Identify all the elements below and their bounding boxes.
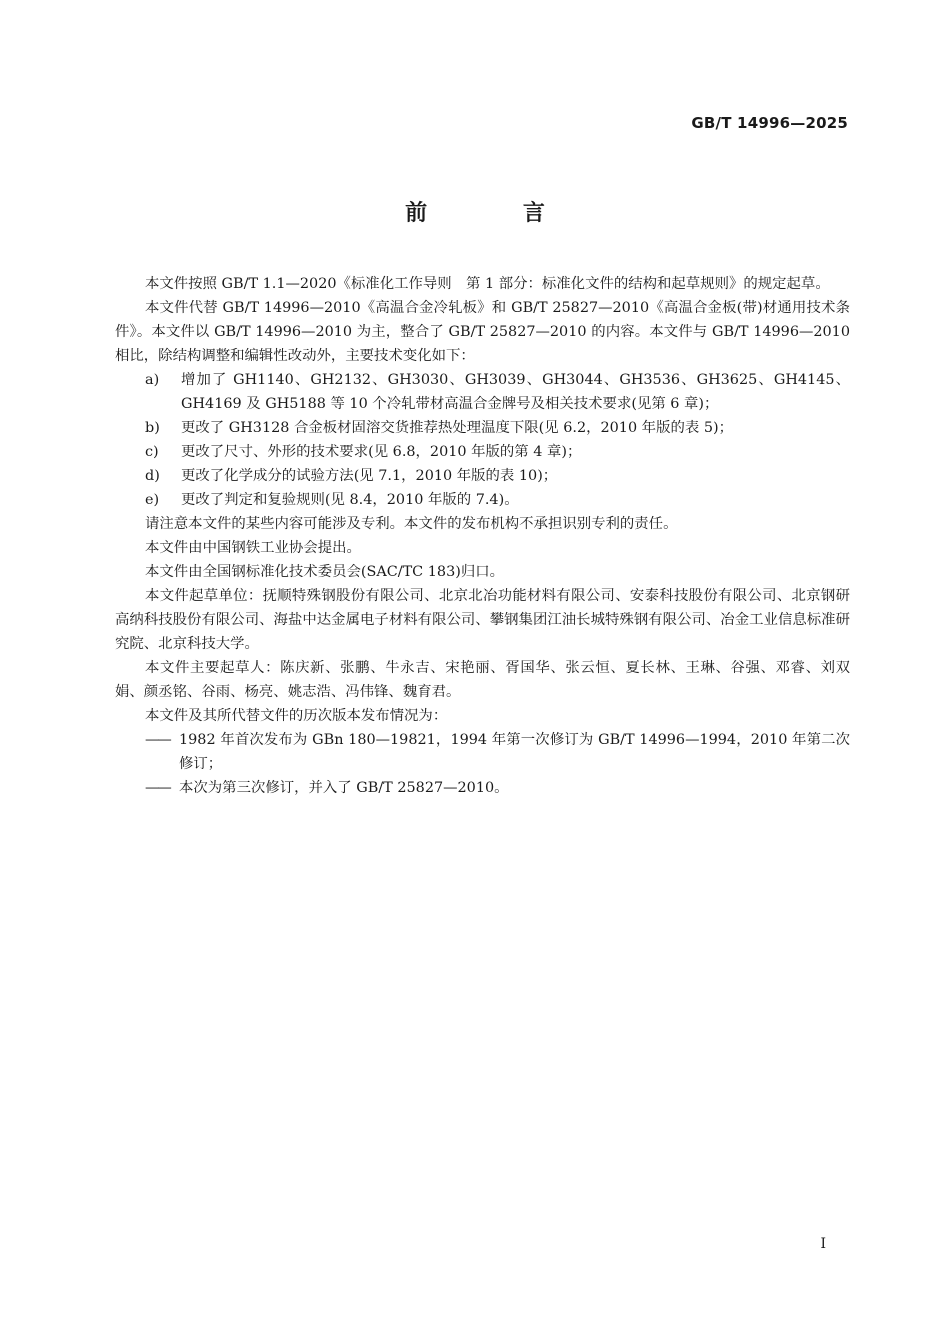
paragraph-proposer: 本文件由中国钢铁工业协会提出。 xyxy=(145,540,361,556)
list-item-text: 更改了化学成分的试验方法(见 7.1，2010 年版的表 10)； xyxy=(181,468,558,484)
list-marker: a) xyxy=(145,372,160,388)
list-marker: c) xyxy=(145,444,159,460)
foreword-body xyxy=(115,272,850,800)
paragraph-drafting-rules: 本文件按照 GB/T 1.1—2020《标准化工作导则 第 1 部分：标准化文件的结构和起草规则》的规定起草。 xyxy=(145,276,830,292)
list-item-text: 增加了 GH1140、GH2132、GH3030、GH3039、GH3044、GH3536、GH3625、GH4145、GH4169 及 GH5188 等 10 个冷轧带材高温合金牌号及相关技术要求(见第 6 章)； xyxy=(181,372,850,412)
history-item-text: 本次为第三次修订，并入了 GB/T 25827—2010。 xyxy=(179,780,509,796)
list-marker: e) xyxy=(145,492,160,508)
list-marker: b) xyxy=(145,420,160,436)
page-number: I xyxy=(820,1236,826,1252)
list-item-text: 更改了 GH3128 合金板材固溶交货推荐热处理温度下限(见 6.2，2010 年版的表 5)； xyxy=(181,420,733,436)
dash-marker: —— xyxy=(145,732,170,748)
standard-code: GB/T 14996—2025 xyxy=(691,114,848,132)
list-item xyxy=(115,440,850,464)
list-item xyxy=(115,488,850,512)
list-item xyxy=(115,464,850,488)
history-item-text: 1982 年首次发布为 GBn 180—19821，1994 年第一次修订为 GB/T 14996—1994，2010 年第二次修订； xyxy=(179,732,850,772)
paragraph-drafting-units: 本文件起草单位：抚顺特殊钢股份有限公司、北京北冶功能材料有限公司、安泰科技股份有限公司、北京钢研高纳科技股份有限公司、海盐中达金属电子材料有限公司、攀钢集团江油长城特殊钢有限公司、冶金工业信息标准研究院、北京科技大学。 xyxy=(115,588,850,652)
list-item xyxy=(115,368,850,416)
list-item-text: 更改了判定和复验规则(见 8.4，2010 年版的 7.4)。 xyxy=(181,492,519,508)
paragraph-history-intro: 本文件及其所代替文件的历次版本发布情况为： xyxy=(145,708,448,724)
dash-marker: —— xyxy=(145,780,170,796)
paragraph-patent-notice: 请注意本文件的某些内容可能涉及专利。本文件的发布机构不承担识别专利的责任。 xyxy=(145,516,678,532)
history-item xyxy=(115,776,850,800)
history-item xyxy=(115,728,850,776)
list-item xyxy=(115,416,850,440)
list-marker: d) xyxy=(145,468,160,484)
paragraph-committee: 本文件由全国钢标准化技术委员会(SAC/TC 183)归口。 xyxy=(145,564,505,580)
paragraph-replacement: 本文件代替 GB/T 14996—2010《高温合金冷轧板》和 GB/T 25827—2010《高温合金板(带)材通用技术条件》。本文件以 GB/T 14996—2010 为主，整合了 GB/T 25827—2010 的内容。本文件与 GB/T 14996—2010 相比，除结构调整和编辑性改动外，主要技术变化如下： xyxy=(115,300,850,364)
list-item-text: 更改了尺寸、外形的技术要求(见 6.8，2010 年版的第 4 章)； xyxy=(181,444,582,460)
paragraph-drafters: 本文件主要起草人：陈庆新、张鹏、牛永吉、宋艳丽、胥国华、张云恒、夏长林、王琳、谷强、邓睿、刘双娟、颜丞铭、谷雨、杨亮、姚志浩、冯伟锋、魏育君。 xyxy=(115,660,850,700)
page-title: 前 言 xyxy=(405,201,589,226)
